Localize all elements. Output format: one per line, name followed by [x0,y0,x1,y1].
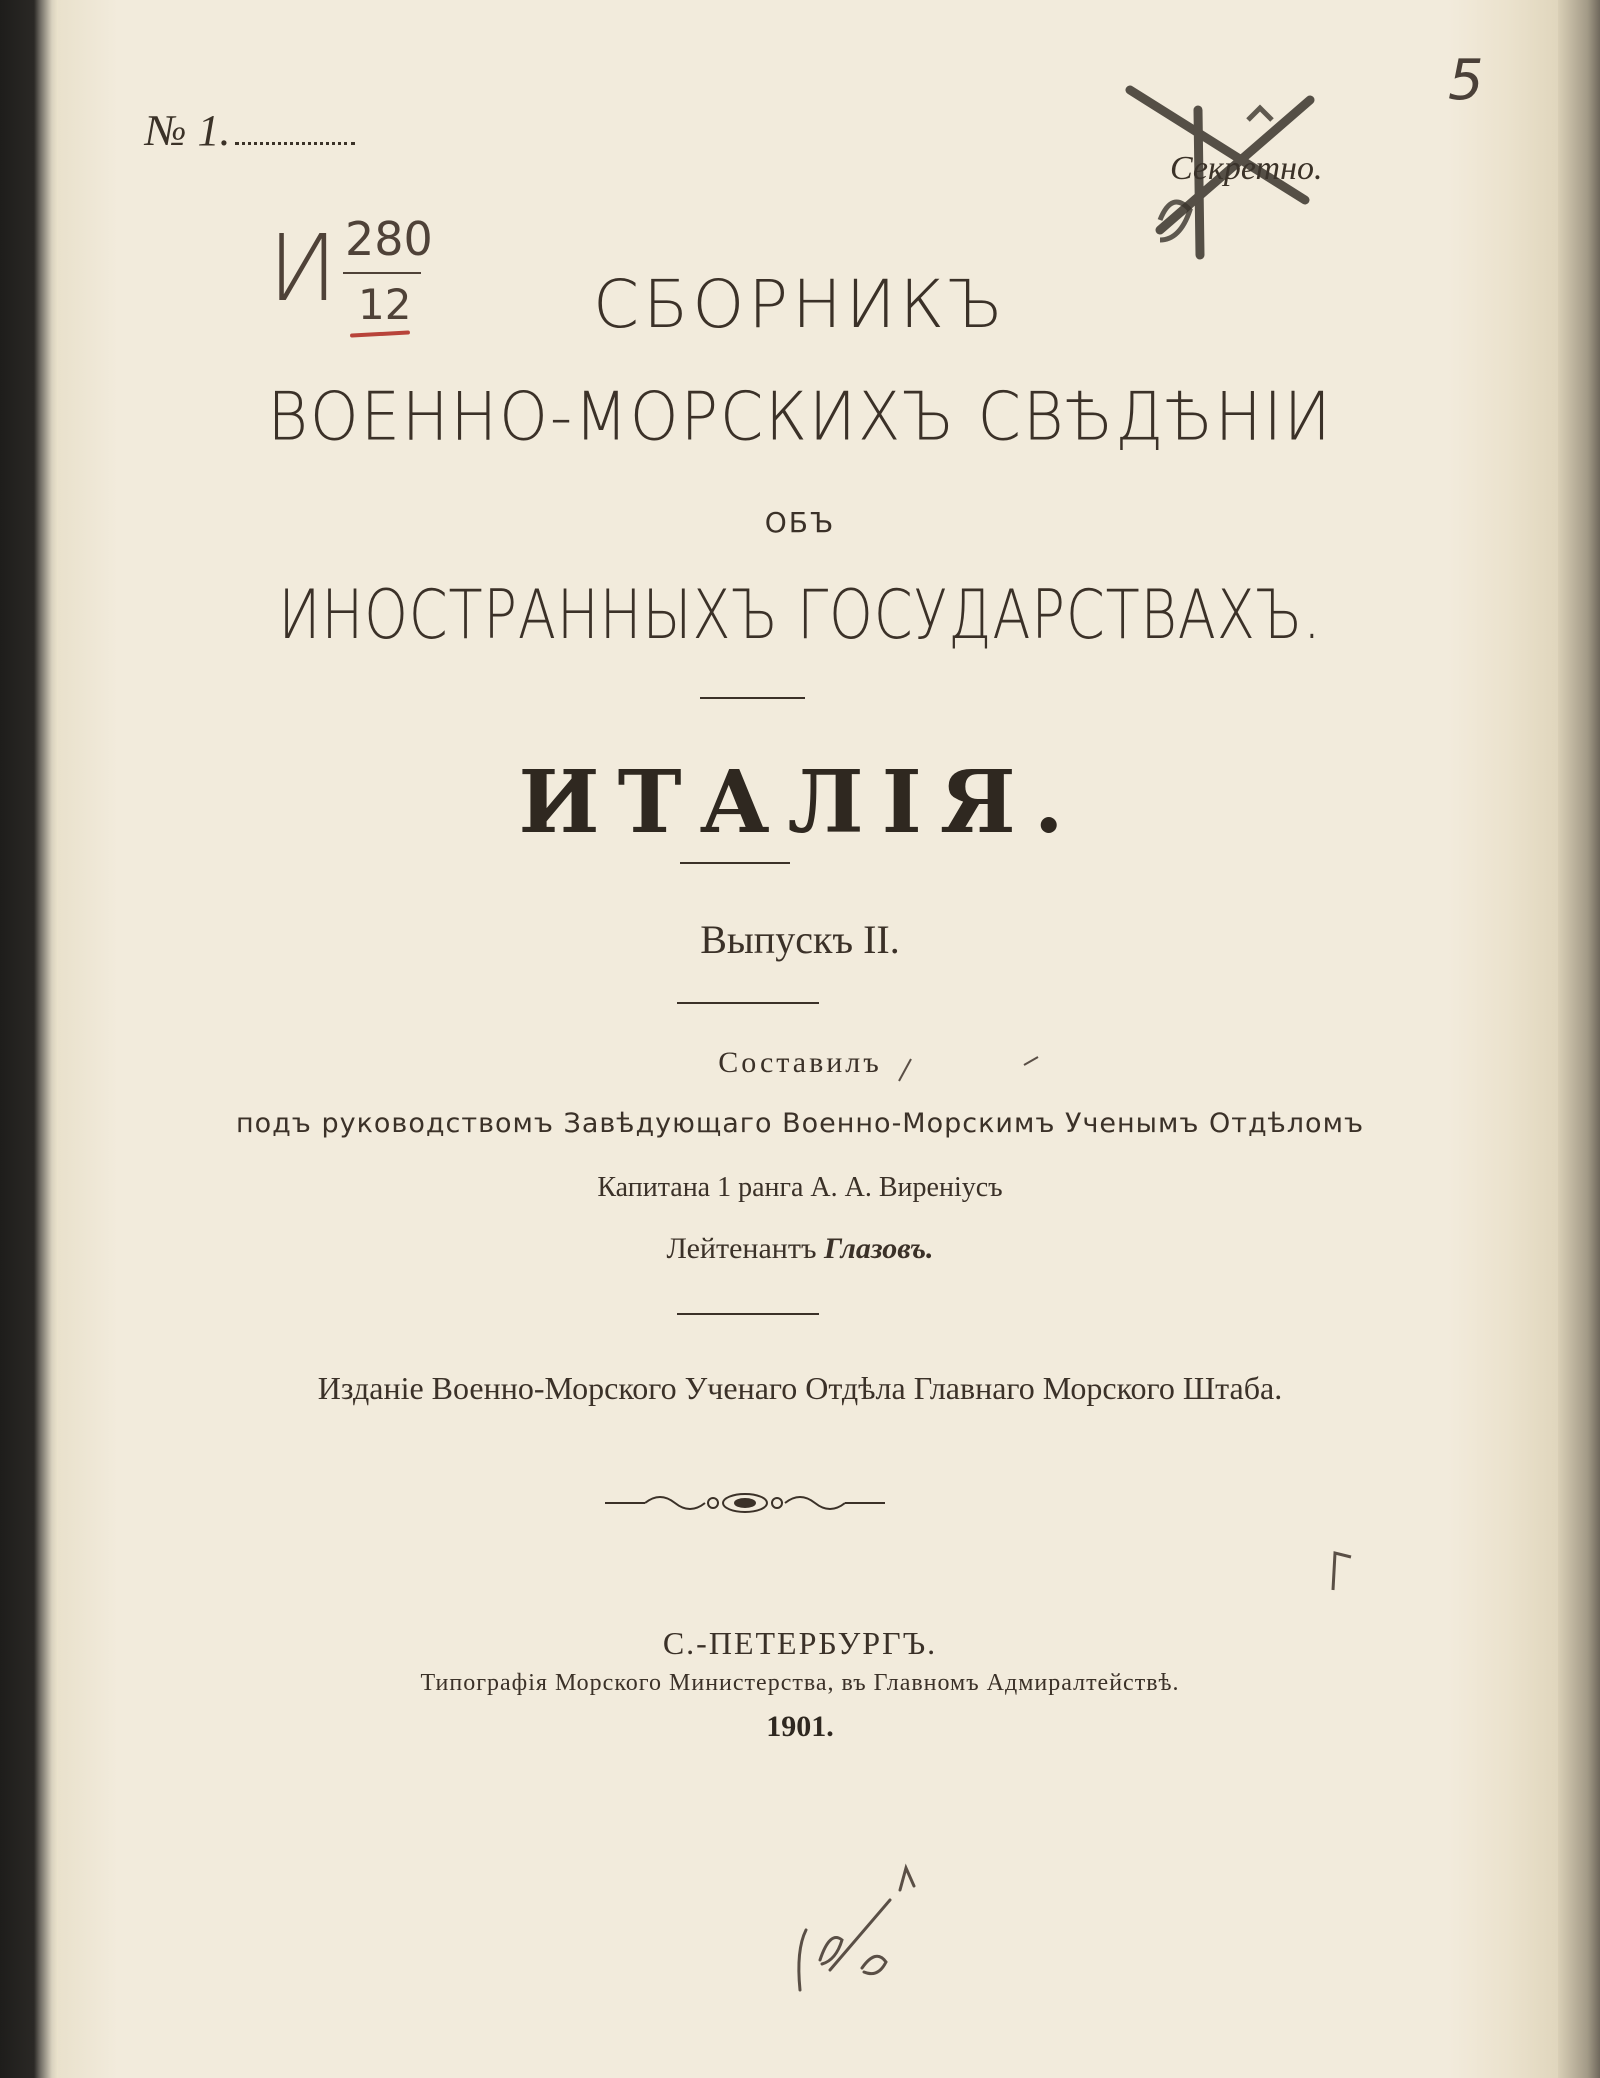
divider-rule [680,862,790,864]
divider-rule [677,1313,819,1315]
imprint-year: 1901. [766,1710,834,1743]
divider-rule [700,697,805,699]
publisher-line: Изданіе Военно-Морского Ученаго Отдѣла Главнаго Морского Штаба. [317,1370,1283,1406]
lieutenant-rank: Лейтенантъ [666,1232,817,1265]
title-line-1: СБОРНИКЪ [593,266,1007,343]
number-dotted-line [235,142,355,145]
imprint-city: С.-ПЕТЕРБУРГЪ. [662,1625,938,1661]
corner-page-number: 5 [1448,48,1484,113]
shelf-mark-letter: И [268,215,338,322]
captain-line: Капитана 1 ранга А. А. Виреніусъ [597,1172,1003,1203]
decorative-ornament [605,1483,885,1523]
pencil-tick-mark [1022,1055,1042,1069]
shelf-mark-top: 280 [345,212,433,266]
divider-rule [677,1002,819,1004]
title-line-2: ВОЕННО-МОРСКИХЪ СВѢДѢНІИ [267,377,1333,456]
handwritten-inventory-number [790,1850,940,2000]
country-heading: ИТАЛІЯ. [518,752,1082,853]
compiled-label: Составилъ [718,1046,882,1079]
lieutenant-name: Глазовъ. [823,1232,934,1265]
lieutenant-line [0,1232,1600,1266]
title-line-4: ИНОСТРАННЫХЪ ГОСУДАРСТВАХЪ. [278,576,1322,655]
pencil-tick-mark [895,1055,915,1085]
issue-number: Выпускъ II. [700,917,900,962]
supervision-line: подъ руководствомъ Завѣдующаго Военно-Морскимъ Ученымъ Отдѣломъ [235,1108,1365,1139]
secret-label: Секретно. [1170,150,1323,187]
shelf-mark-bottom: 12 [358,280,412,329]
title-line-3: ОБЪ [764,506,836,539]
margin-pencil-mark [1327,1545,1357,1595]
imprint-press: Типографія Морского Министерства, въ Главномъ Адмиралтействѣ. [420,1670,1180,1696]
cancelled-stamp-cross [1120,80,1323,260]
number-mark: № 1. [145,105,355,156]
